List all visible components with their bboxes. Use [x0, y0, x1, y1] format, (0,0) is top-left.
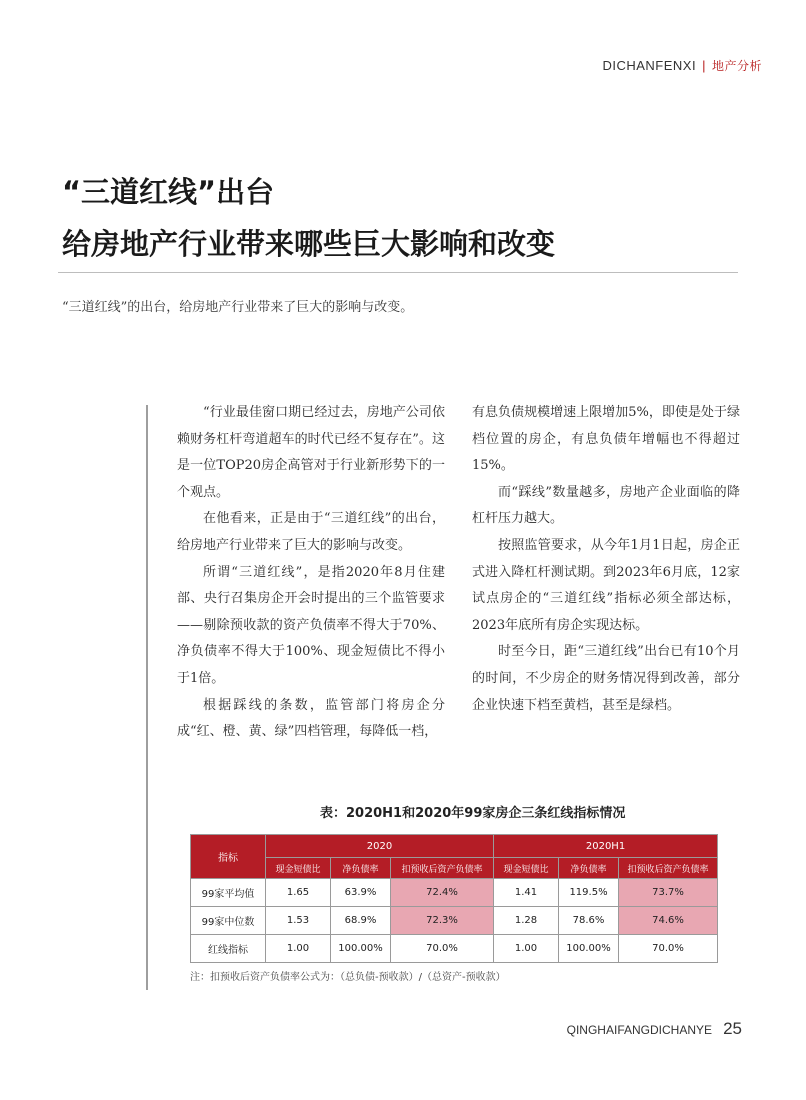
table-column-header: 净负债率: [559, 858, 619, 879]
table-column-header: 净负债率: [331, 858, 391, 879]
table-cell: 78.6%: [559, 907, 619, 935]
body-paragraph: 按照监管要求，从今年1月1日起，房企正式进入降杠杆测试期。到2023年6月底，12家试点房企的“三道红线”指标必须全部达标，2023年底所有房企实现达标。: [472, 537, 740, 633]
table-column-header: 扣预收后资产负债率: [391, 858, 494, 879]
table-cell: 1.65: [266, 879, 331, 907]
table-column-header: 扣预收后资产负债率: [619, 858, 718, 879]
table-column-header: 现金短债比: [266, 858, 331, 879]
table-row: [191, 879, 718, 907]
table-column-header: 现金短债比: [494, 858, 559, 879]
lead-paragraph: “三道红线”的出台，给房地产行业带来了巨大的影响与改变。: [62, 300, 414, 315]
magazine-name: [567, 1023, 740, 1037]
red-line-indicator-table: [190, 834, 718, 963]
article-title: [62, 166, 555, 270]
body-paragraph: “行业最佳窗口期已经过去，房地产公司依赖财务杠杆弯道超车的时代已经不复存在”。这是一位TOP20房企高管对于行业新形势下的一个观点。: [177, 405, 445, 500]
table-cell: 100.00%: [559, 935, 619, 963]
title-divider: [58, 272, 738, 273]
section-name-cn: 地产分析: [711, 59, 762, 73]
table-row-label: 红线指标: [191, 935, 266, 963]
table-cell-highlighted: 72.3%: [391, 907, 494, 935]
body-paragraph: 而“踩线”数量越多，房地产企业面临的降杠杆压力越大。: [472, 484, 740, 527]
table-row-label: 99家平均值: [191, 879, 266, 907]
table-cell: 70.0%: [619, 935, 718, 963]
body-column-left: [177, 400, 445, 746]
table-row: [191, 907, 718, 935]
table-cell: 63.9%: [331, 879, 391, 907]
body-paragraph-continued: 有息负债规模增速上限增加5%，即使是处于绿档位置的房企，有息负债年增幅也不得超过15%。: [472, 405, 740, 474]
body-paragraph: 根据踩线的条数，监管部门将房企分成“红、橙、黄、绿”四档管理，每降低一档，: [177, 697, 445, 740]
column-accent-bar: [146, 405, 148, 990]
body-column-right: [472, 400, 740, 719]
table-row: [191, 935, 718, 963]
body-paragraph: 在他看来，正是由于“三道红线”的出台，给房地产行业带来了巨大的影响与改变。: [177, 511, 445, 553]
body-paragraph: 时至今日，距“三道红线”出台已有10个月的时间，不少房企的财务情况得到改善，部分企业快速下档至黄档，甚至是绿档。: [472, 644, 740, 713]
table-cell-highlighted: 72.4%: [391, 879, 494, 907]
page-number: 25: [723, 1019, 742, 1038]
table-caption: 表：2020H1和2020年99家房企三条红线指标情况: [320, 806, 626, 821]
title-line-1: “三道红线”出台: [62, 175, 275, 209]
table-group-header: 2020: [266, 835, 494, 858]
table-cell: 119.5%: [559, 879, 619, 907]
magazine-name-text: QINGHAIFANGDICHANYE: [566, 1023, 712, 1037]
table-group-header: 2020H1: [494, 835, 718, 858]
table-cell: 1.00: [266, 935, 331, 963]
table-cell-highlighted: 74.6%: [619, 907, 718, 935]
section-separator: |: [702, 58, 706, 73]
table-cell-highlighted: 73.7%: [619, 879, 718, 907]
table-cell: 1.53: [266, 907, 331, 935]
title-line-2: 给房地产行业带来哪些巨大影响和改变: [62, 227, 556, 261]
table-row-header: 指标: [191, 835, 266, 879]
body-paragraph: 所谓“三道红线”，是指2020年8月住建部、央行召集房企开会时提出的三个监管要求——剔除预收款的资产负债率不得大于70%、净负债率不得大于100%、现金短债比不得小于1倍。: [177, 564, 445, 686]
table-cell: 1.28: [494, 907, 559, 935]
table-note: 注：扣预收后资产负债率公式为：（总负债-预收款）/（总资产-预收款）: [190, 972, 506, 983]
section-name-en: DICHANFENXI: [602, 58, 697, 73]
table-cell: 68.9%: [331, 907, 391, 935]
table-cell: 70.0%: [391, 935, 494, 963]
table-row-label: 99家中位数: [191, 907, 266, 935]
table-cell: 1.00: [494, 935, 559, 963]
table-cell: 100.00%: [331, 935, 391, 963]
section-header: [602, 57, 762, 74]
table-cell: 1.41: [494, 879, 559, 907]
